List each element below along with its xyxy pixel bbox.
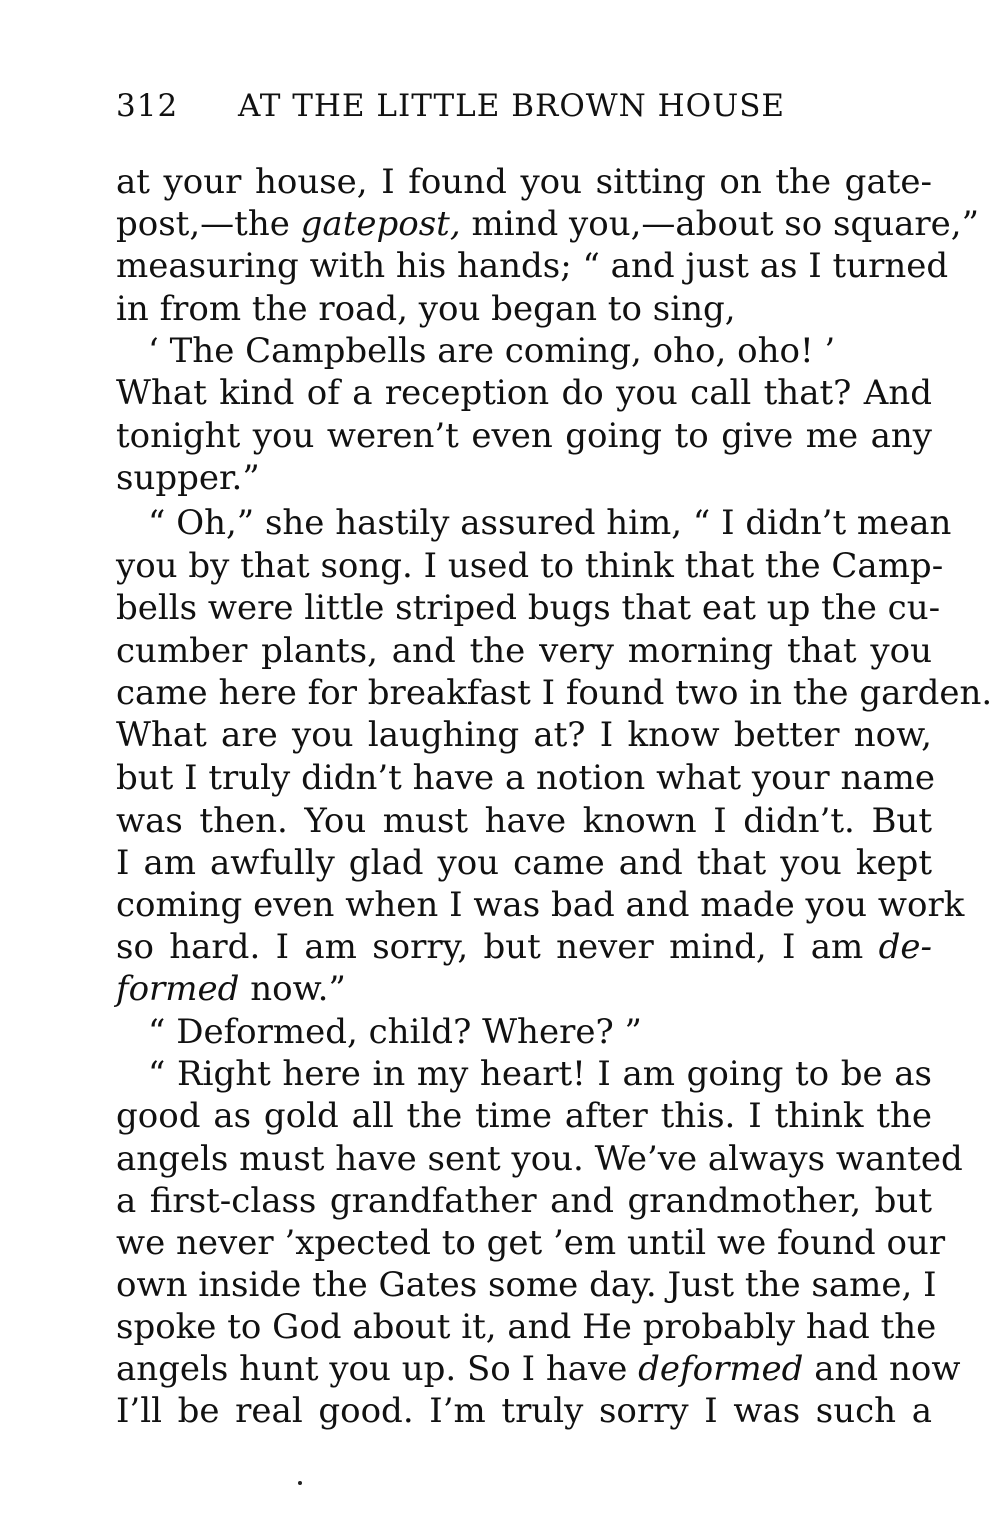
- line-text: came here for breakfast I found two in the garden.: [116, 673, 993, 713]
- text-line: [116, 545, 944, 587]
- line-text: bells were little striped bugs that eat up the cu-: [116, 588, 941, 628]
- text-line: [116, 245, 949, 287]
- page-number: 312: [116, 88, 179, 124]
- text-line: [116, 415, 932, 457]
- text-line: [148, 330, 836, 372]
- text-line: [116, 288, 932, 330]
- line-text: post,—the: [116, 204, 301, 244]
- line-text: so hard. I am sorry, but never mind, I am: [116, 927, 879, 967]
- text-line: [148, 1053, 932, 1095]
- text-line: [116, 1138, 963, 1180]
- italic-text: formed: [116, 969, 240, 1009]
- text-line: [116, 884, 965, 926]
- line-text: cumber plants, and the very morning that you: [116, 631, 932, 671]
- text-line: [116, 968, 932, 1010]
- running-title: AT THE LITTLE BROWN HOUSE: [238, 88, 786, 124]
- print-speck: [298, 1481, 302, 1485]
- text-line: [148, 1011, 932, 1053]
- text-line: [148, 502, 952, 544]
- text-line: [116, 800, 932, 842]
- line-text: but I truly didn’t have a notion what your name: [116, 758, 936, 798]
- line-text: we never ’xpected to get ’em until we found our: [116, 1223, 946, 1263]
- line-text: now.”: [239, 969, 346, 1009]
- text-line: [116, 1180, 932, 1222]
- line-text: you by that song. I used to think that the Camp-: [116, 546, 944, 586]
- italic-text: deformed: [638, 1349, 804, 1389]
- text-line: [116, 587, 941, 629]
- line-text: supper.”: [116, 458, 260, 498]
- text-line: [116, 1222, 946, 1264]
- line-text: coming even when I was bad and made you work: [116, 885, 965, 925]
- text-line: [116, 372, 932, 414]
- text-line: [116, 203, 979, 245]
- text-line: [116, 457, 932, 499]
- text-line: [116, 630, 932, 672]
- text-line: [116, 1390, 932, 1432]
- text-line: [116, 1306, 937, 1348]
- line-text: mind you,—about so square,”: [460, 204, 979, 244]
- italic-text: de-: [878, 927, 932, 967]
- running-head: [116, 86, 816, 126]
- line-text: “ Deformed, child? Where? ”: [148, 1012, 642, 1052]
- line-text: angels must have sent you. We’ve always wanted: [116, 1139, 963, 1179]
- text-line: [116, 842, 932, 884]
- line-text: spoke to God about it, and He probably had the: [116, 1307, 937, 1347]
- line-text: I’ll be real good. I’m truly sorry I was such a: [116, 1391, 932, 1431]
- line-text: What kind of a reception do you call that? And: [116, 373, 932, 413]
- text-line: [116, 757, 936, 799]
- text-line: [116, 714, 932, 756]
- line-text: “ Oh,” she hastily assured him, “ I didn’t mean: [148, 503, 952, 543]
- line-text: tonight you weren’t even going to give me any: [116, 416, 932, 456]
- line-text: was then. You must have known I didn’t. But: [116, 801, 932, 841]
- line-text: own inside the Gates some day. Just the same, I: [116, 1265, 937, 1305]
- line-text: What are you laughing at? I know better now,: [116, 715, 932, 755]
- italic-text: gatepost,: [300, 204, 461, 244]
- line-text: ‘ The Campbells are coming, oho, oho! ’: [148, 331, 836, 371]
- line-text: angels hunt you up. So I have: [116, 1349, 639, 1389]
- line-text: at your house, I found you sitting on the gate-: [116, 162, 932, 202]
- text-line: [116, 1348, 961, 1390]
- line-text: a first-class grandfather and grandmother, but: [116, 1181, 932, 1221]
- line-text: in from the road, you began to sing,: [116, 289, 736, 329]
- text-line: [116, 672, 993, 714]
- line-text: “ Right here in my heart! I am going to be as: [148, 1054, 932, 1094]
- line-text: and now: [803, 1349, 961, 1389]
- line-text: measuring with his hands; “ and just as I turned: [116, 246, 949, 286]
- line-text: I am awfully glad you came and that you kept: [116, 843, 932, 883]
- text-line: [116, 1095, 932, 1137]
- text-line: [116, 926, 932, 968]
- text-line: [116, 1264, 937, 1306]
- line-text: good as gold all the time after this. I think the: [116, 1096, 932, 1136]
- text-line: [116, 161, 932, 203]
